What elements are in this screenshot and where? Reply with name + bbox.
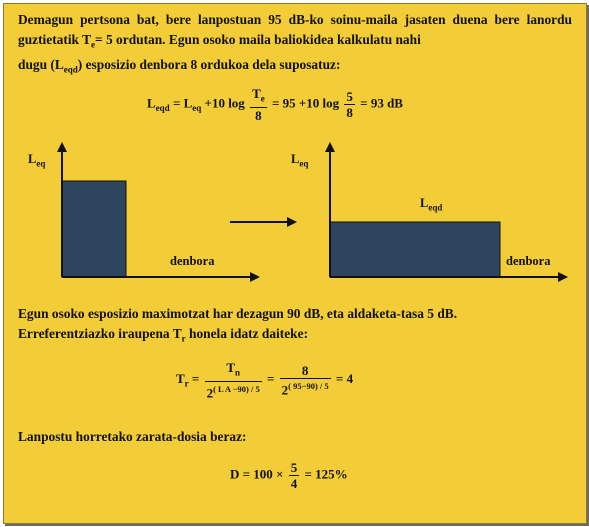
- right-x-label: denbora: [506, 254, 551, 268]
- right-bar-label-sub: eqd: [428, 202, 443, 213]
- intro-line3-before: dugu (L: [18, 56, 64, 72]
- f1-frac2-num: 5: [346, 88, 353, 104]
- f3-frac-den: 4: [290, 476, 298, 491]
- para2-line2-after: honela idatz daiteke:: [185, 326, 309, 341]
- f1-mid2: = 95 +10 log: [271, 95, 340, 111]
- left-axis-label-sub: eq: [36, 158, 46, 169]
- formula-dose: [230, 460, 348, 491]
- intro-line3-after: ) esposizio denbora 8 ordukoa dela suposatuz:: [77, 56, 341, 72]
- f3-frac: [289, 460, 300, 491]
- f2-frac2-num: 8: [280, 363, 331, 379]
- right-axis-label-sub: eq: [299, 158, 309, 169]
- f2-frac1-den-exp: ( L A −90) / 5: [213, 383, 260, 394]
- f2-lhs-sub: r: [184, 378, 189, 389]
- right-axis-label: [291, 152, 308, 169]
- f2-lhs: T: [176, 370, 185, 386]
- right-axis-label-base: L: [291, 152, 300, 166]
- f1-eq1: = L: [172, 95, 193, 111]
- formula-tr: [176, 360, 353, 400]
- f2-frac1-den-base: 2: [206, 384, 214, 400]
- f2-frac1-num-sub: n: [235, 367, 241, 378]
- f2-eq-b: =: [267, 370, 275, 386]
- para2-line2-sub: r: [181, 333, 186, 344]
- dose-paragraph: Lanpostu horretako zarata-dosia beraz:: [18, 429, 247, 444]
- f1-result: = 93 dB: [360, 95, 403, 111]
- f1-frac1-den: 8: [255, 107, 262, 123]
- right-bar-label: [420, 196, 442, 213]
- f2-result: = 4: [335, 370, 354, 386]
- f2-frac2-den-base: 2: [281, 382, 289, 398]
- f1-frac1-num: T: [252, 86, 261, 101]
- f1-eq-sub: eq: [192, 102, 202, 113]
- document-slide: [3, 3, 587, 524]
- f2-frac2: [280, 363, 331, 397]
- reference-duration-paragraph: [18, 304, 572, 349]
- intro-line3-sub: eqd: [63, 64, 78, 75]
- f2-eq-a: =: [191, 370, 200, 386]
- f1-lhs: L: [147, 95, 156, 111]
- right-bar-label-base: L: [420, 196, 429, 210]
- right-exposure-bar: [330, 222, 500, 277]
- intro-text-part1: Demagun pertsona bat, bere lanpostuan 95 dB-ko soinu-maila jasaten duena bere lanordu guztietatik T: [18, 12, 572, 47]
- intro-text-part2: = 5 ordutan. Egun osoko maila baliokidea kalkulatu nahi: [95, 32, 421, 47]
- left-axis-label: [28, 152, 45, 169]
- left-axis-label-base: L: [28, 152, 37, 166]
- f3-frac-num: 5: [290, 460, 298, 475]
- left-exposure-bar: [62, 181, 126, 277]
- f1-mid: +10 log: [204, 95, 245, 111]
- para2-line2-before: Erreferentziazko iraupena T: [18, 326, 182, 341]
- f3-lhs: D = 100 ×: [230, 466, 284, 482]
- f1-frac2-den: 8: [346, 104, 353, 120]
- f1-lhs-sub: eqd: [155, 102, 170, 113]
- f2-frac1-num: T: [226, 360, 235, 375]
- intro-te-sub: e: [91, 39, 96, 50]
- left-x-label: denbora: [170, 254, 215, 268]
- f3-result: = 125%: [304, 466, 348, 482]
- f2-frac2-den-exp: ( 95−90) / 5: [288, 380, 329, 391]
- para2-line1: Egun osoko esposizio maximotzat har dezagun 90 dB, eta aldaketa-tasa 5 dB.: [18, 306, 458, 321]
- f1-frac1-num-sub: e: [260, 93, 265, 104]
- f2-frac1: [205, 360, 262, 400]
